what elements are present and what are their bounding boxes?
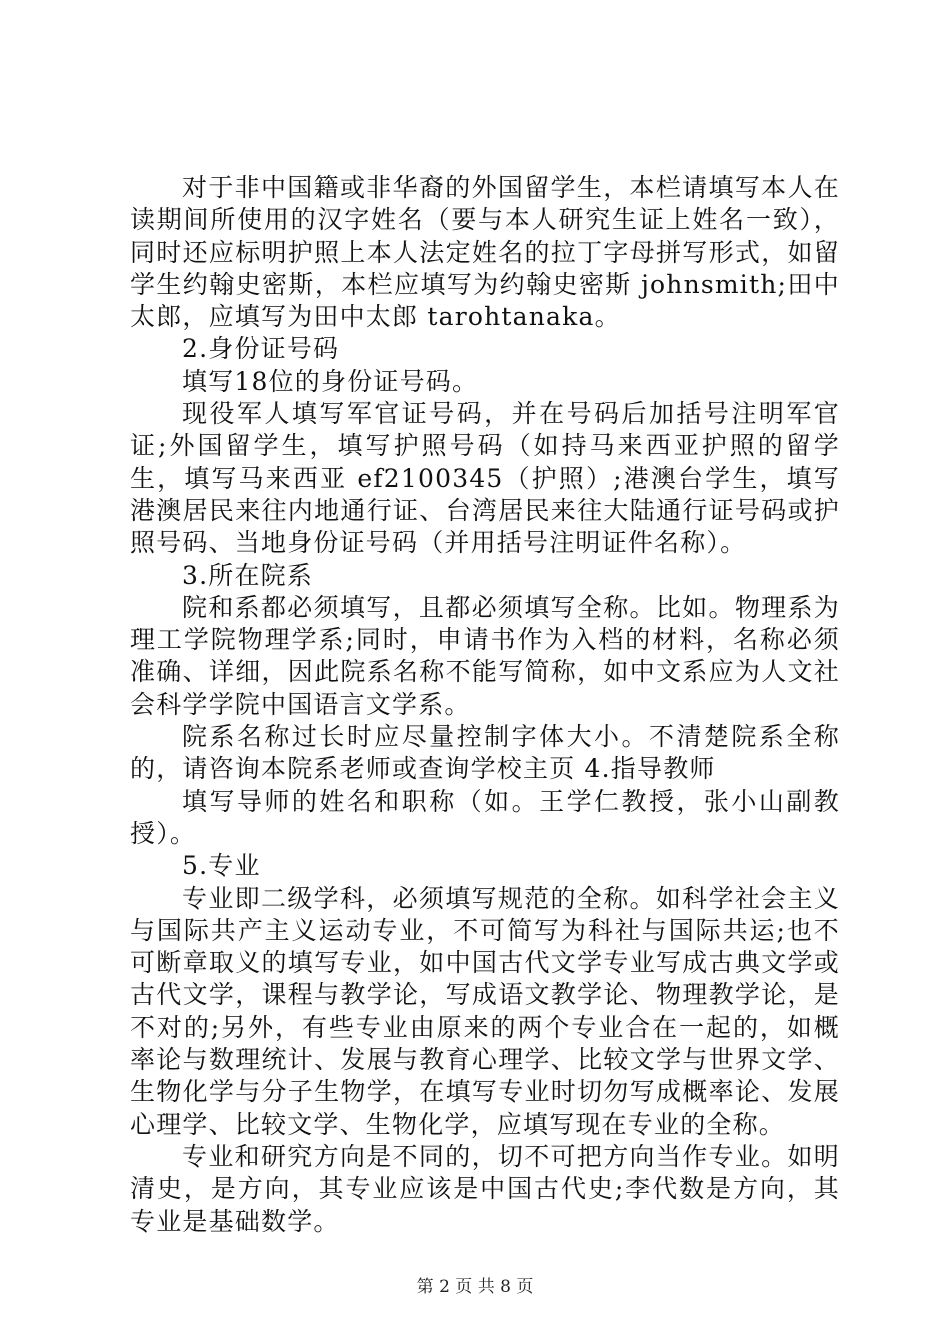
paragraph-advisor: 填写导师的姓名和职称（如。王学仁教授，张小山副教授）。 — [130, 786, 840, 848]
heading-id-number: 2.身份证号码 — [182, 334, 340, 364]
paragraph-major-fullname: 专业即二级学科，必须填写规范的全称。如科学社会主义与国际共产主义运动专业，不可简写为科社与国际共运;也不可断章取义的填写专业，如中国古代文学专业写成古典文学或古代文学，课程与教学论，写成语文教学论、物理教学论，是不对的;另外，有些专业由原来的两个专业合在一起的，如概率论与数理统计、发展与教育心理学、比较文学与世界文学、生物化学与分子生物学，在填写专业时切勿写成概率论、发展心理学、比较文学、生物化学，应填写现在专业的全称。 — [130, 883, 840, 1139]
page-number-footer: 第 2 页 共 8 页 — [416, 1277, 534, 1297]
heading-major: 5.专业 — [182, 851, 261, 881]
paragraph-department-length: 院系名称过长时应尽量控制字体大小。不清楚院系全称的，请咨询本院系老师或查询学校主页 4.指导教师 — [130, 722, 840, 784]
paragraph-military-foreign-id: 现役军人填写军官证号码，并在号码后加括号注明军官证;外国留学生，填写护照号码（如持马来西亚护照的留学生，填写马来西亚 ef2100345（护照）;港澳台学生，填写港澳居民来往内地通行证、台湾居民来往大陆通行证号码或护照号码、当地身份证号码（并用括号注明证件名称）。 — [130, 399, 840, 558]
paragraph-department-fullname: 院和系都必须填写，且都必须填写全称。比如。物理系为理工学院物理学系;同时，申请书作为入档的材料，名称必须准确、详细，因此院系名称不能写简称，如中文系应为人文社会科学学院中国语言文学系。 — [130, 592, 840, 719]
paragraph-id-number: 填写18位的身份证号码。 — [182, 366, 479, 396]
paragraph-foreign-student-name: 对于非中国籍或非华裔的外国留学生，本栏请填写本人在读期间所使用的汉字姓名（要与本人研究生证上姓名一致），同时还应标明护照上本人法定姓名的拉丁字母拼写形式，如留学生约翰史密斯，本栏应填写为约翰史密斯 johnsmith;田中太郎，应填写为田中太郎 tarohtanaka。 — [130, 173, 840, 332]
document-body — [130, 172, 840, 1238]
heading-department: 3.所在院系 — [182, 560, 314, 590]
paragraph-major-vs-direction: 专业和研究方向是不同的，切不可把方向当作专业。如明清史，是方向，其专业应该是中国古代史;李代数是方向，其专业是基础数学。 — [130, 1141, 840, 1236]
